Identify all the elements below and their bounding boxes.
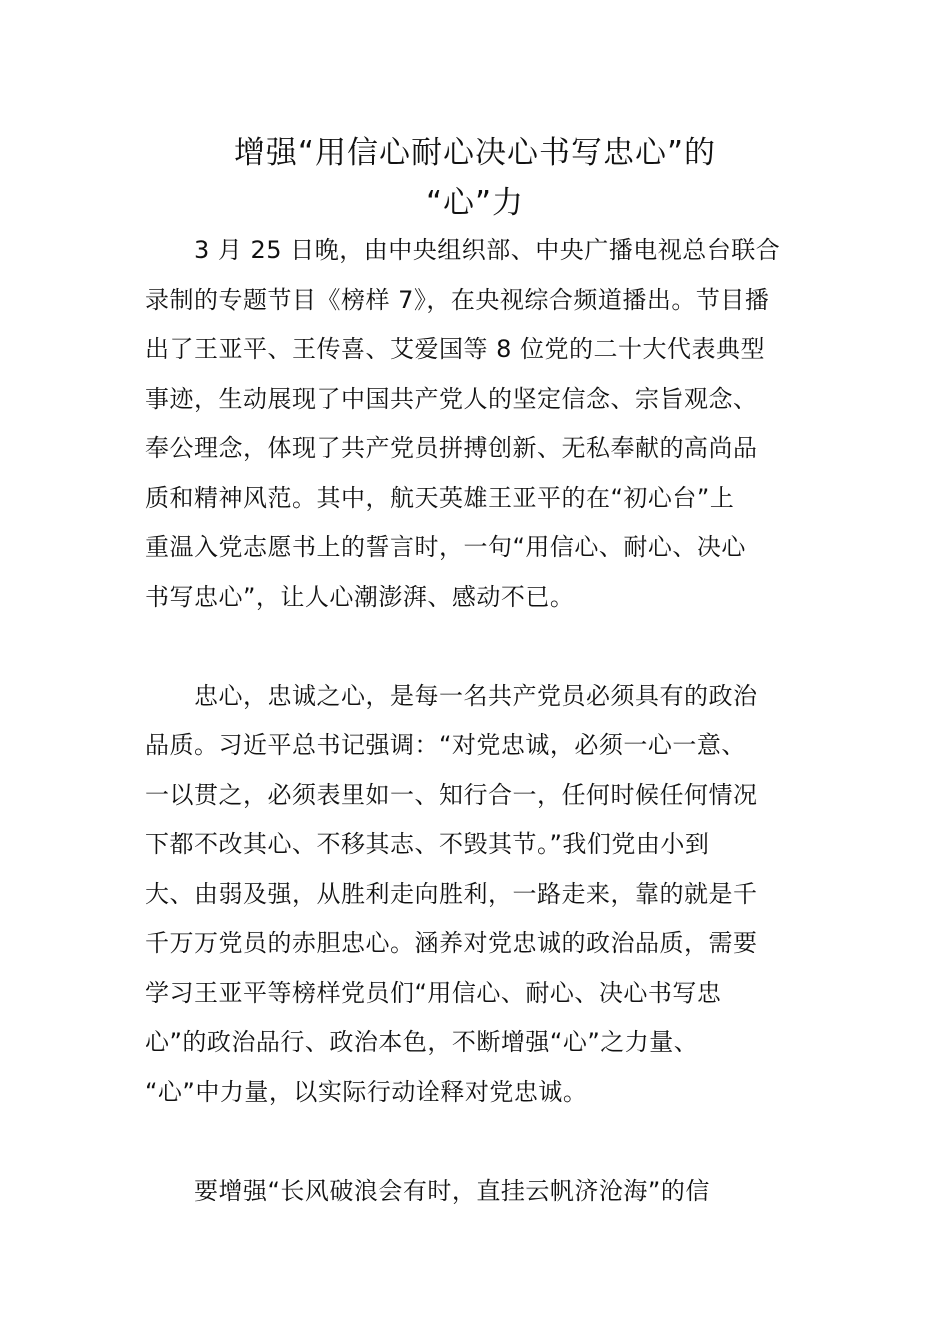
text-line: 大、由弱及强，从胜利走向胜利，一路走来，靠的就是千: [145, 879, 758, 908]
title-line-1: 增强“用信心耐心决心书写忠心”的: [233, 135, 717, 171]
paragraph-1: [145, 226, 809, 622]
document-body: [145, 226, 809, 1266]
text-line: 一以贯之，必须表里如一、知行合一，任何时候任何情况: [145, 780, 758, 809]
text-line: 录制的专题节目《榜样 7》，在央视综合频道播出。节目播: [145, 285, 770, 314]
text-line: 书写忠心”，让人心潮澎湃、感动不已。: [145, 582, 575, 611]
text-line: 质和精神风范。其中，航天英雄王亚平的在“初心台”上: [145, 483, 735, 512]
text-line: 事迹，生动展现了中国共产党人的坚定信念、宗旨观念、: [145, 384, 758, 413]
text-line: 忠心，忠诚之心，是每一名共产党员必须具有的政治: [145, 681, 758, 710]
paragraph-2: [145, 672, 809, 1118]
text-line: “心”中力量，以实际行动诠释对党忠诚。: [145, 1077, 588, 1106]
text-line: 3 月 25 日晚，由中央组织部、中央广播电视总台联合: [145, 236, 781, 264]
document-title: [145, 128, 805, 228]
text-line: 品质。习近平总书记强调：“对党忠诚，必须一心一意、: [145, 731, 746, 759]
text-line: 下都不改其心、不移其志、不毁其节。”我们党由小到: [145, 830, 710, 858]
text-line: 重温入党志愿书上的誓言时，一句“用信心、耐心、决心: [145, 533, 746, 561]
text-line: 要增强“长风破浪会有时，直挂云帆济沧海”的信: [145, 1176, 710, 1205]
text-line: 学习王亚平等榜样党员们“用信心、耐心、决心书写忠: [145, 978, 722, 1007]
text-line: 奉公理念，体现了共产党员拼搏创新、无私奉献的高尚品: [145, 434, 758, 462]
title-line-2: “心”力: [425, 185, 525, 221]
paragraph-3: [145, 1167, 809, 1217]
text-line: 出了王亚平、王传喜、艾爱国等 8 位党的二十大代表典型: [145, 335, 766, 363]
text-line: 千万万党员的赤胆忠心。涵养对党忠诚的政治品质，需要: [145, 929, 758, 957]
text-line: 心”的政治品行、政治本色，不断增强“心”之力量、: [145, 1028, 699, 1056]
